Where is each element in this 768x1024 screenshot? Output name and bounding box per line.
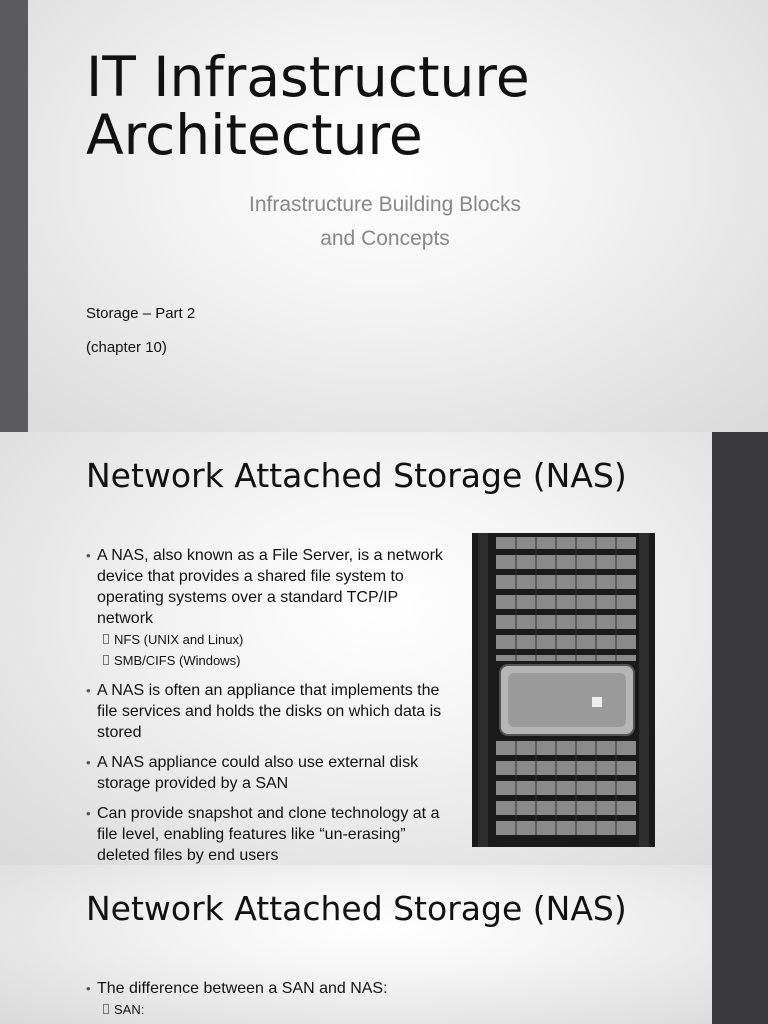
accent-bar-right	[712, 432, 768, 865]
title-line-1: IT Infrastructure	[86, 45, 530, 109]
part-label: Storage – Part 2	[86, 305, 196, 322]
sub-bullet-item: SAN:	[86, 999, 686, 1020]
bullet-item: • A NAS appliance could also use external disk storage provided by a SAN	[86, 752, 458, 794]
server-rack-icon	[472, 533, 655, 847]
bullet-item: • A NAS, also known as a File Server, is a network device that provides a shared file system to operating systems over a standard TCP/IP network	[86, 545, 458, 629]
accent-bar-right	[712, 865, 768, 1024]
nas-difference-slide	[0, 865, 768, 1024]
sub-bullet-icon	[103, 1004, 109, 1014]
subtitle-line-2: and Concepts	[320, 227, 450, 250]
sub-bullet-icon	[103, 655, 109, 665]
chapter-label: (chapter 10)	[86, 339, 167, 356]
slide-title: Network Attached Storage (NAS)	[86, 456, 627, 495]
title-line-2: Architecture	[86, 103, 423, 167]
nas-slide	[0, 432, 768, 865]
subtitle-line-1: Infrastructure Building Blocks	[249, 193, 521, 216]
sub-bullet-item: NFS (UNIX and Linux)	[86, 629, 458, 650]
bullet-item: • The difference between a SAN and NAS:	[86, 978, 686, 999]
sub-bullet-item: SMB/CIFS (Windows)	[86, 650, 458, 671]
title-slide	[0, 0, 768, 432]
bullet-item: • Can provide snapshot and clone technology at a file level, enabling features like “un-erasing” deleted files by end users	[86, 803, 458, 865]
presentation-title	[86, 45, 686, 167]
presentation-subtitle	[200, 188, 570, 256]
bullet-list	[86, 978, 686, 1020]
accent-bar-left	[0, 0, 28, 432]
bullet-item: • A NAS is often an appliance that implements the file services and holds the disks on which data is stored	[86, 680, 458, 743]
sub-bullet-icon	[103, 634, 109, 644]
bullet-list	[86, 545, 458, 865]
slide-title: Network Attached Storage (NAS)	[86, 889, 627, 928]
